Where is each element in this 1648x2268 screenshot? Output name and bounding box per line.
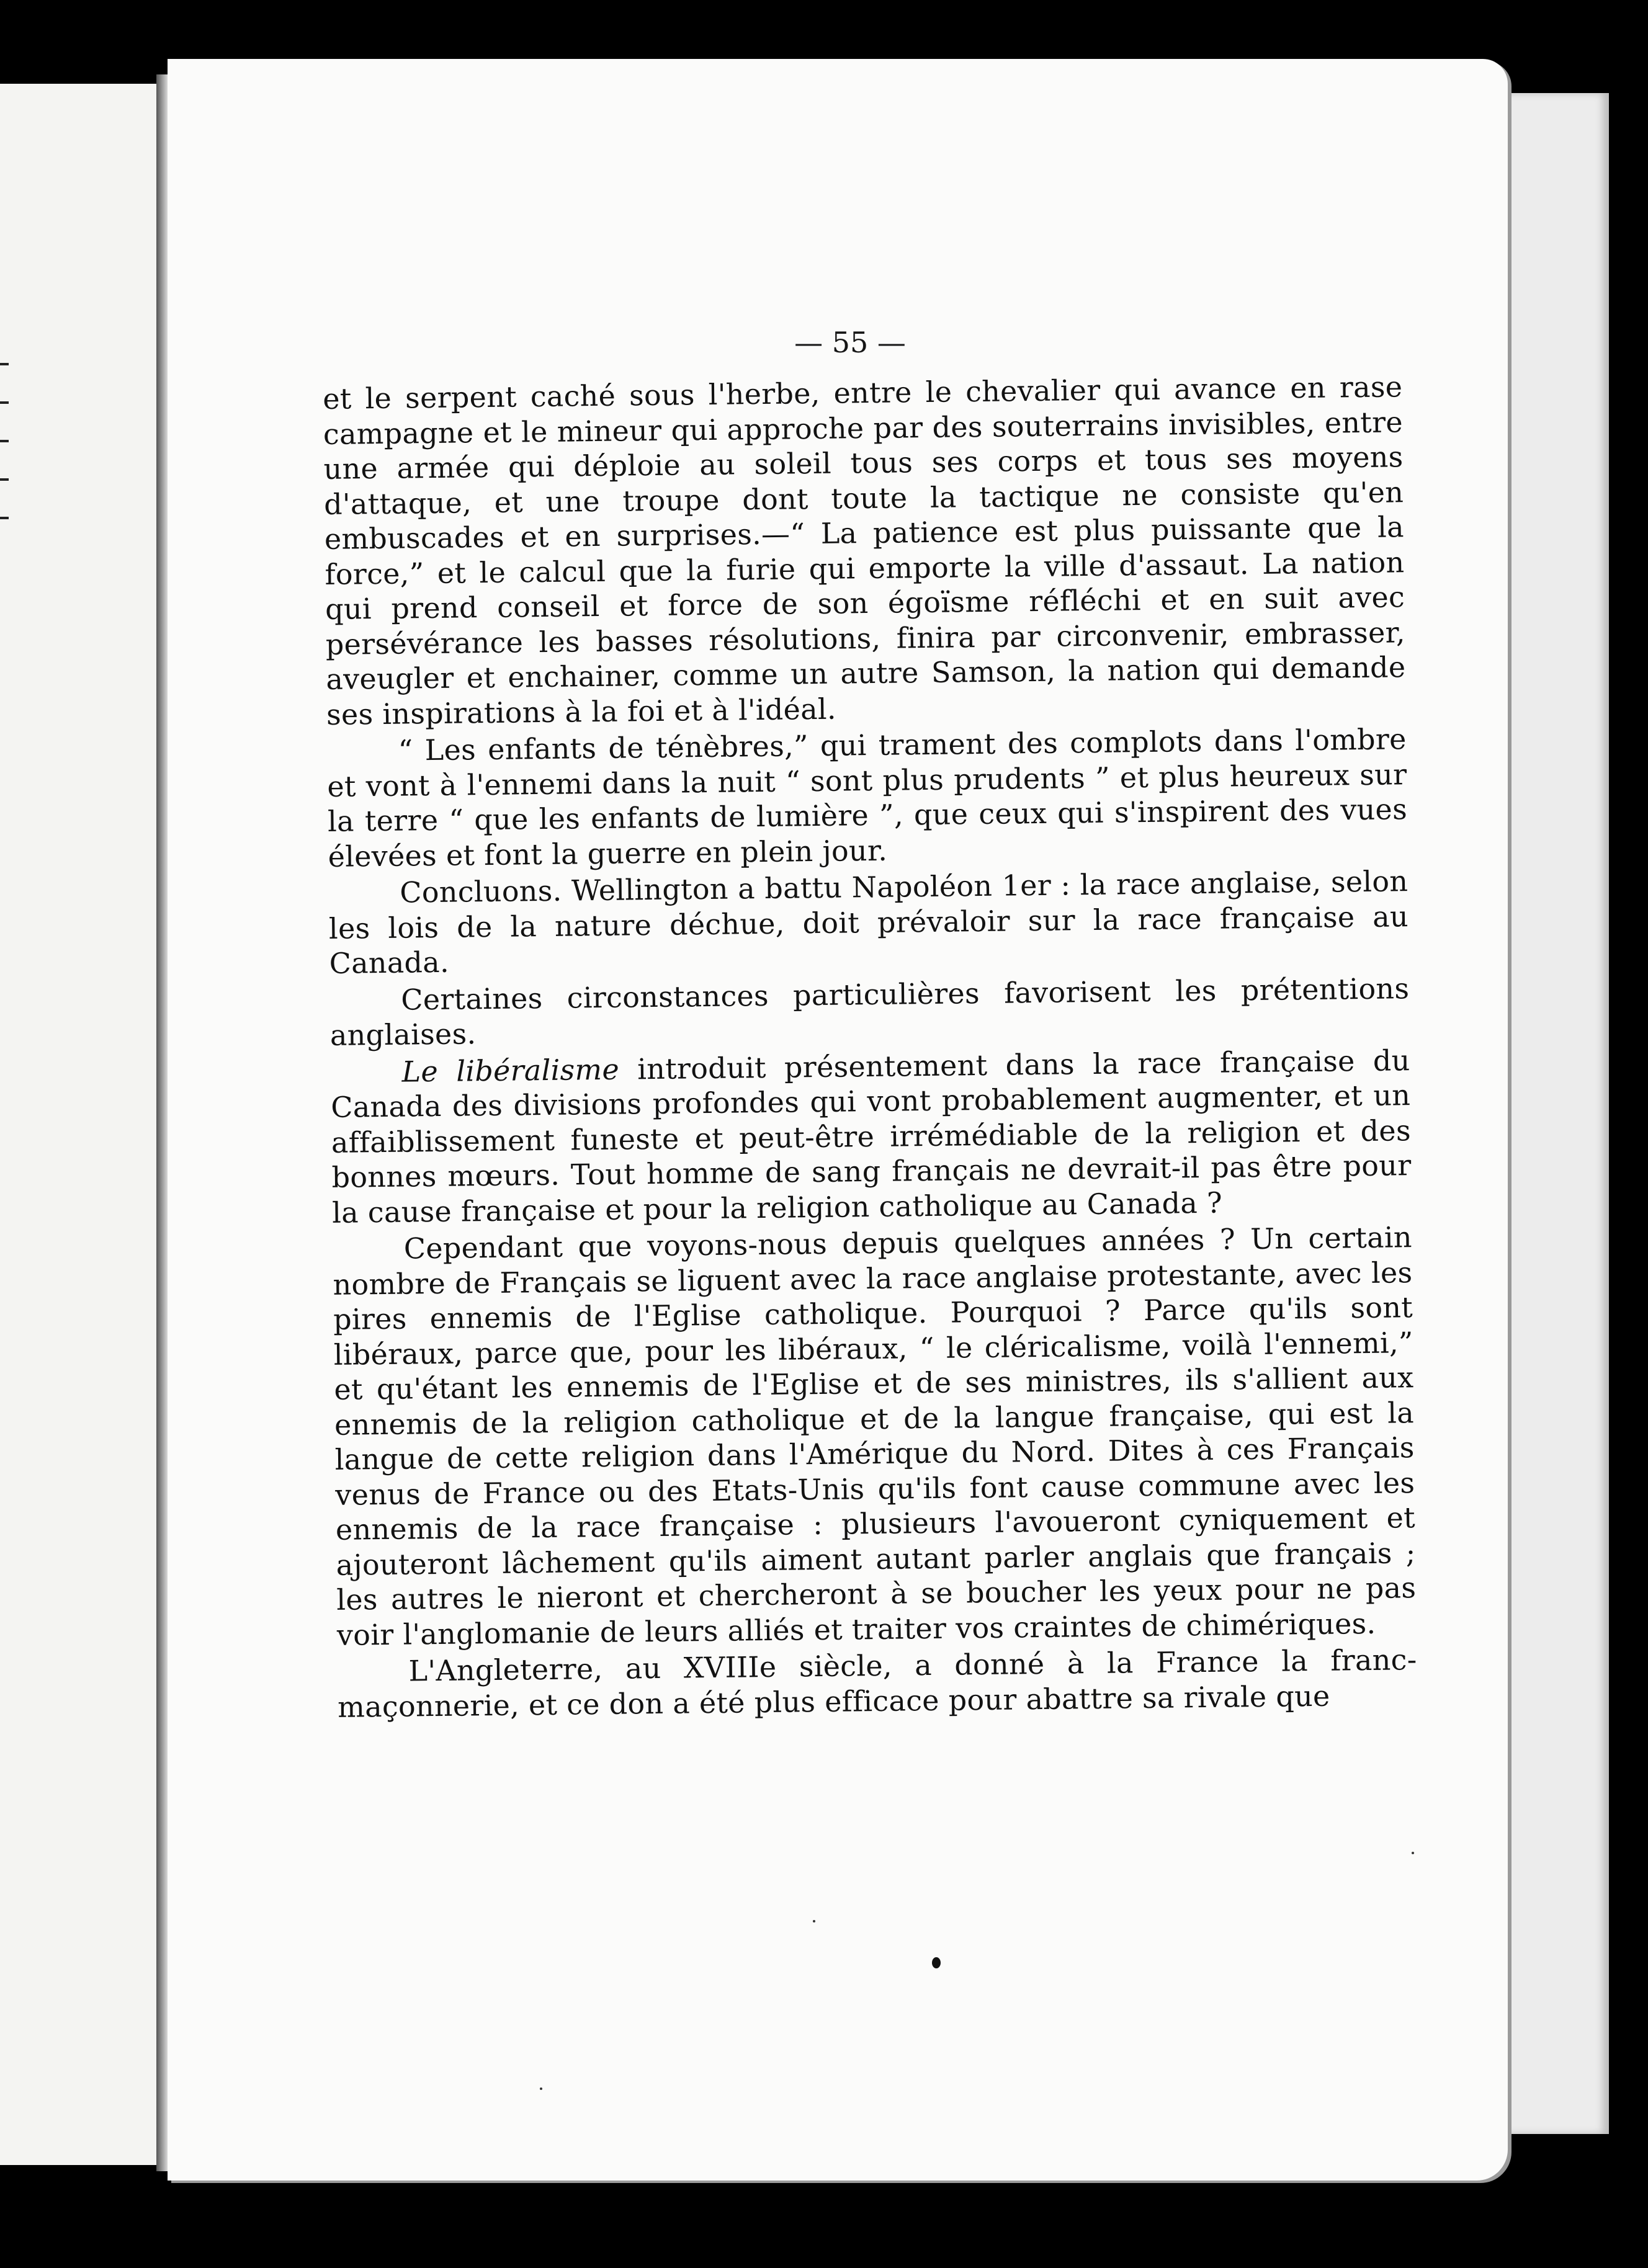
paragraph-5-rest: introduit présentement dans la race française du Canada des divisions profondes qui vont probablement augmenter, et un affaiblissement funeste et peut-être irrémédiable de la religion et des bonnes mœurs. Tout homme de sang français ne devrait-il pas être pour la cause française et pour la religion catholique au Canada ? (330, 1043, 1412, 1230)
previous-page-edge (0, 84, 160, 2165)
margin-mark (0, 440, 9, 442)
paragraph-7: L'Angleterre, au XVIIIe siècle, a donné à la France la franc-maçonnerie, et ce don a été plus efficace pour abattre sa rivale que (337, 1643, 1417, 1724)
margin-mark (0, 401, 9, 404)
margin-marks (0, 363, 15, 555)
paragraph-2: “ Les enfants de ténèbres,” qui trament des complots dans l'ombre et vont à l'ennemi dans la nuit “ sont plus prudents ” et plus heureux sur la terre “ que les enfants de lumière ”, que ceux qui s'inspirent des vues élevées et font la guerre en plein jour. (327, 722, 1408, 873)
body-text (323, 369, 1417, 1725)
paragraph-3: Concluons. Wellington a battu Napoléon 1er : la race anglaise, selon les lois de la nature déchue, doit prévaloir sur la race française au Canada. (328, 864, 1409, 980)
speck (813, 1920, 815, 1922)
ink-dot (932, 1957, 941, 1968)
speck (1412, 1852, 1414, 1854)
paragraph-6: Cependant que voyons-nous depuis quelques années ? Un certain nombre de Français se liguent avec la race anglaise protestante, avec les pires ennemis de l'Eglise catholique. Pourquoi ? Parce qu'ils sont libéraux, parce que, pour les libéraux, “ le cléricalisme, voilà l'ennemi,” et qu'étant les ennemis de l'Eglise et de ses ministres, ils s'allient aux ennemis de la religion catholique et de la langue française, qui est la langue de cette religion dans l'Amérique du Nord. Dites à ces Français venus de France ou des Etats-Unis qu'ils font cause commune avec les ennemis de la race française : plusieurs l'avoueront cyniquement et ajouteront lâchement qu'ils aiment autant parler anglais que français ; les autres le nieront et chercheront à se boucher les yeux pour ne pas voir l'anglomanie de leurs alliés et traiter vos craintes de chimériques. (333, 1220, 1417, 1652)
margin-mark (0, 363, 9, 365)
paragraph-5 (330, 1043, 1412, 1230)
paragraph-4: Certaines circonstances particulières favorisent les prétentions anglaises. (329, 971, 1410, 1052)
page-number: — 55 — (794, 326, 906, 359)
book-page (168, 59, 1508, 2181)
italic-lead: Le libéralisme (401, 1052, 620, 1089)
speck (540, 2087, 542, 2090)
margin-mark (0, 517, 9, 519)
margin-mark (0, 478, 9, 481)
paragraph-1: et le serpent caché sous l'herbe, entre le chevalier qui avance en rase campagne et le mineur qui approche par des souterrains invisibles, entre une armée qui déploie au soleil tous ses corps et tous ses moyens d'attaque, et une troupe dont toute la tactique ne consiste qu'en embuscades et en surprises.—“ La patience est plus puissante que la force,” et le calcul que la furie qui emporte la ville d'assaut. La nation qui prend conseil et force de son égoïsme réfléchi et en suit avec persévérance les basses résolutions, finira par circonvenir, embrasser, aveugler et enchainer, comme un autre Samson, la nation qui demande ses inspirations à la foi et à l'idéal. (323, 370, 1406, 731)
